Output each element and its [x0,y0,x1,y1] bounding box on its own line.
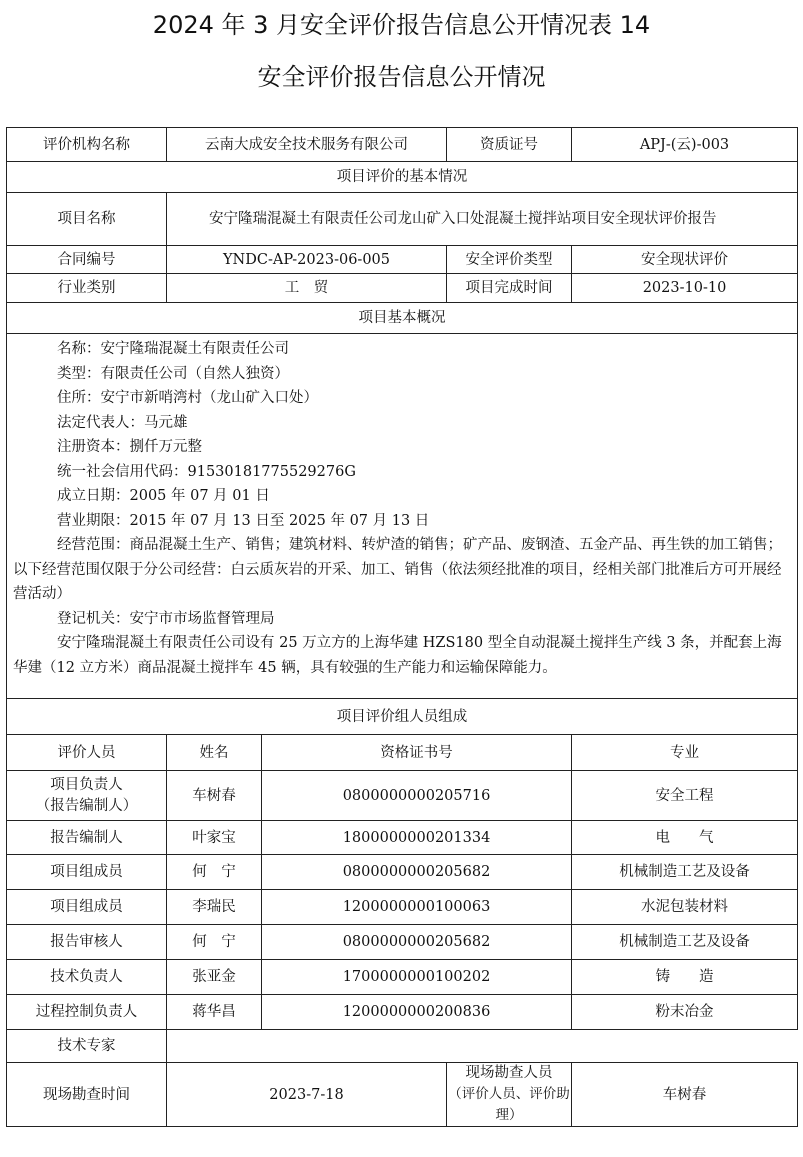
member-name: 张亚金 [167,960,262,995]
eval-type-value: 安全现状评价 [572,246,798,274]
team-row [7,890,798,925]
col-header-role: 评价人员 [7,735,167,771]
role-text-sub: （报告编制人） [35,797,138,814]
survey-row [7,1063,798,1127]
member-major: 水泥包装材料 [572,890,798,925]
overview-line: 名称：安宁隆瑞混凝土有限责任公司 [57,341,289,357]
team-row [7,925,798,960]
overview-line: 成立日期：2005 年 07 月 01 日 [57,488,270,504]
member-major: 铸 造 [572,960,798,995]
overview-section-title: 项目基本概况 [7,303,798,334]
member-major: 粉末冶金 [572,995,798,1030]
overview-line: 经营范围：商品混凝土生产、销售；建筑材料、转炉渣的销售；矿产品、废钢渣、五金产品、再生铁的加工销售；以下经营范围仅限于分公司经营：白云质灰岩的开采、加工、销售（依法须经批准的项目，经相关部门批准后方可开展经营活动） [13,537,782,602]
cert-value: APJ-(云)-003 [572,128,798,162]
overview-line: 安宁隆瑞混凝土有限责任公司设有 25 万立方的上海华建 HZS180 型全自动混凝土搅拌生产线 3 条，并配套上海华建（12 立方米）商品混凝土搅拌车 45 辆，具有较强的生产能力和运输保障能力。 [13,635,782,676]
org-value: 云南大成安全技术服务有限公司 [167,128,447,162]
role-text: 过程控制负责人 [7,995,167,1030]
contract-value: YNDC-AP-2023-06-005 [167,246,447,274]
survey-staff-label: 现场勘查人员 [465,1065,553,1081]
team-row [7,821,798,855]
team-header-row [7,735,798,771]
member-cert: 0800000000205716 [262,771,572,821]
eval-type-label: 安全评价类型 [447,246,572,274]
member-major: 机械制造工艺及设备 [572,925,798,960]
industry-row [7,274,798,303]
finish-value: 2023-10-10 [572,274,798,303]
member-major: 机械制造工艺及设备 [572,855,798,890]
role-text: 技术负责人 [7,960,167,995]
member-cert: 1700000000100202 [262,960,572,995]
col-header-major: 专业 [572,735,798,771]
overview-row [7,334,798,699]
overview-line: 统一社会信用代码：91530181775529276G [57,463,356,480]
survey-staff-label-sub: （评价人员、评价助理） [448,1086,570,1123]
member-major: 安全工程 [572,771,798,821]
overview-line: 法定代表人：马元雄 [57,414,188,431]
survey-time-label: 现场勘查时间 [7,1063,167,1127]
team-section-title: 项目评价组人员组成 [7,699,798,735]
survey-staff-value: 车树春 [572,1063,798,1127]
team-row [7,995,798,1030]
member-cert: 1200000000100063 [262,890,572,925]
disclosure-table [6,127,798,1127]
col-header-name: 姓名 [167,735,262,771]
role-text: 项目负责人 [50,776,123,793]
col-header-cert: 资格证书号 [262,735,572,771]
role-text: 报告编制人 [7,821,167,855]
document-subtitle: 安全评价报告信息公开情况 [257,63,546,91]
member-name: 蒋华昌 [167,995,262,1030]
role-text: 项目组成员 [7,855,167,890]
role-text: 项目组成员 [7,890,167,925]
team-row [7,855,798,890]
contract-label: 合同编号 [7,246,167,274]
finish-label: 项目完成时间 [447,274,572,303]
member-name: 何 宁 [167,855,262,890]
member-cert: 1800000000201334 [262,821,572,855]
project-name-row [7,193,798,246]
member-name: 何 宁 [167,925,262,960]
role-text: 报告审核人 [7,925,167,960]
member-name: 车树春 [167,771,262,821]
expert-row [7,1030,798,1063]
member-name: 李瑞民 [167,890,262,925]
overview-line: 营业期限：2015 年 07 月 13 日至 2025 年 07 月 13 日 [57,512,430,529]
member-name: 叶家宝 [167,821,262,855]
survey-time-value: 2023-7-18 [167,1063,447,1127]
industry-value: 工 贸 [167,274,447,303]
expert-label: 技术专家 [7,1030,167,1063]
basic-section-title: 项目评价的基本情况 [7,162,798,193]
member-major: 电 气 [572,821,798,855]
team-row [7,771,798,821]
cert-label: 资质证号 [447,128,572,162]
org-label: 评价机构名称 [7,128,167,162]
team-row [7,960,798,995]
document-title: 2024 年 3 月安全评价报告信息公开情况表 14 [152,11,651,39]
expert-value [167,1030,798,1063]
project-name-label: 项目名称 [7,193,167,246]
overview-line: 注册资本：捌仟万元整 [57,439,202,455]
industry-label: 行业类别 [7,274,167,303]
overview-line: 类型：有限责任公司（自然人独资） [57,365,289,382]
member-cert: 1200000000200836 [262,995,572,1030]
org-row [7,128,798,162]
contract-row [7,246,798,274]
project-name-value: 安宁隆瑞混凝土有限责任公司龙山矿入口处混凝土搅拌站项目安全现状评价报告 [209,211,717,227]
member-cert: 0800000000205682 [262,855,572,890]
member-cert: 0800000000205682 [262,925,572,960]
overview-content [7,334,798,699]
overview-line: 住所：安宁市新哨湾村（龙山矿入口处） [57,390,318,406]
overview-line: 登记机关：安宁市市场监督管理局 [57,610,275,627]
